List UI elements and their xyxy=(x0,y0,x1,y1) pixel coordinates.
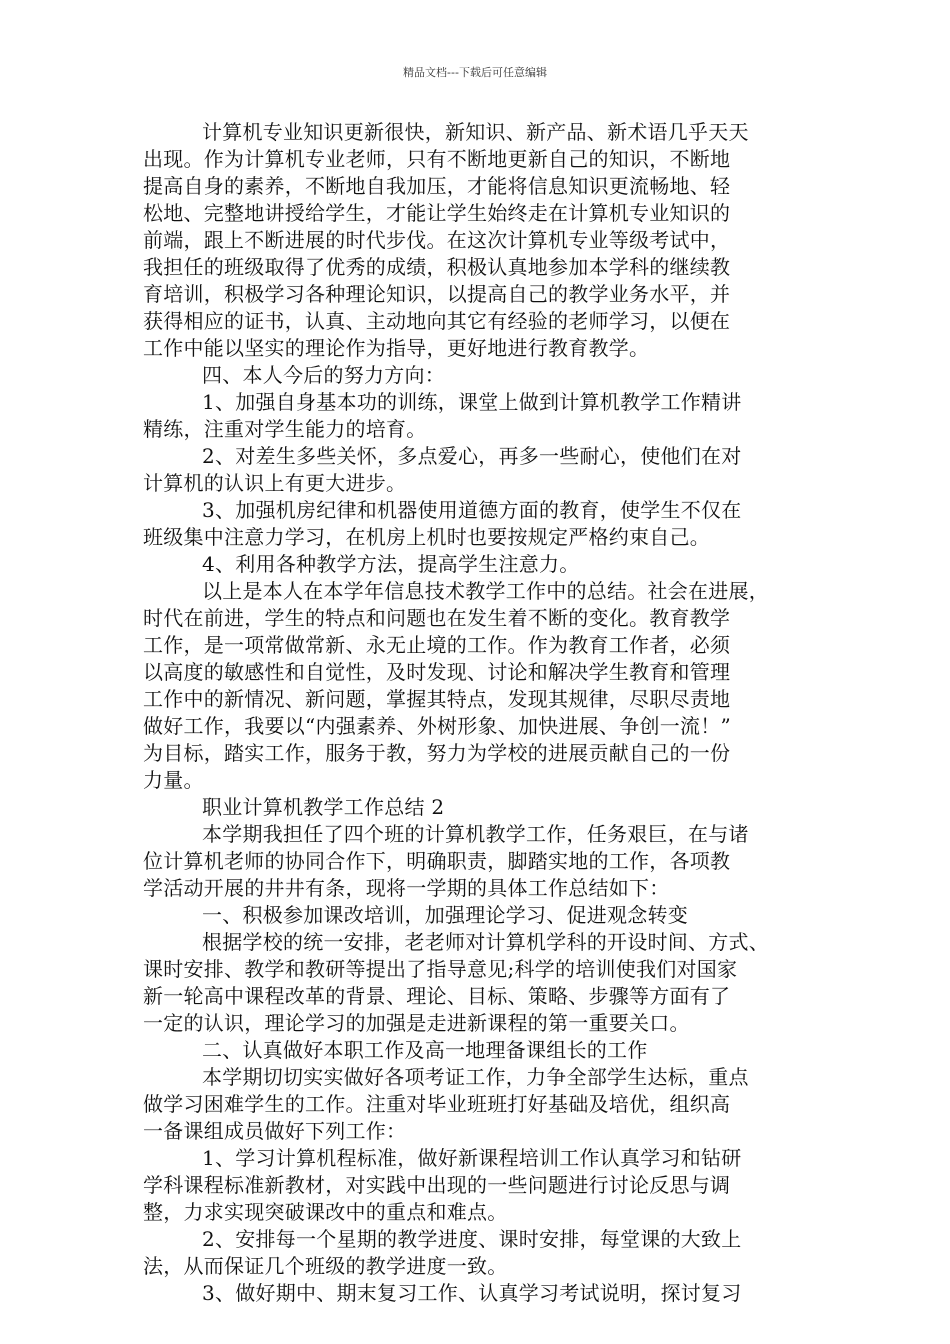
paragraph-first-line: 3、加强机房纪律和机器使用道德方面的教育，使学生不仅在 xyxy=(202,498,742,522)
paragraph-line: 我担任的班级取得了优秀的成绩，积极认真地参加本学科的继续教 xyxy=(143,255,731,279)
paragraph xyxy=(143,1145,809,1226)
paragraph-line: 力量。 xyxy=(143,768,204,792)
paragraph-line: 做好工作，我要以“内强素养、外树形象、加快进展、争创一流！” xyxy=(143,714,731,738)
paragraph-line: 出现。作为计算机专业老师，只有不断地更新自己的知识，不断地 xyxy=(143,147,731,171)
paragraph-line: 学活动开展的井井有条，现将一学期的具体工作总结如下： xyxy=(143,876,670,900)
paragraph-first-line: 以上是本人在本学年信息技术教学工作中的总结。社会在进展， xyxy=(202,579,769,603)
paragraph-line: 做学习困难学生的工作。注重对毕业班班打好基础及培优，组织高 xyxy=(143,1092,731,1116)
paragraph xyxy=(143,119,809,362)
paragraph xyxy=(143,362,809,389)
paragraph-first-line: 4、利用各种教学方法，提高学生注意力。 xyxy=(202,552,580,576)
paragraph-line: 松地、完整地讲授给学生，才能让学生始终走在计算机专业知识的 xyxy=(143,201,731,225)
page-header: 精品文档---下载后可任意编辑 xyxy=(403,66,547,79)
paragraph xyxy=(143,1280,809,1307)
paragraph-first-line: 计算机专业知识更新很快，新知识、新产品、新术语几乎天天 xyxy=(202,120,749,144)
paragraph-first-line: 1、加强自身基本功的训练，课堂上做到计算机教学工作精讲 xyxy=(202,390,742,414)
paragraph-line: 计算机的认识上有更大进步。 xyxy=(143,471,407,495)
paragraph xyxy=(143,1037,809,1064)
paragraph xyxy=(143,578,809,794)
paragraph xyxy=(143,821,809,902)
paragraph-line: 以高度的敏感性和自觉性，及时发现、讨论和解决学生教育和管理 xyxy=(143,660,731,684)
paragraph-first-line: 3、做好期中、期末复习工作、认真学习考试说明，探讨复习 xyxy=(202,1281,742,1305)
paragraph xyxy=(143,551,809,578)
paragraph-line: 时代在前进，学生的特点和问题也在发生着不断的变化。教育教学 xyxy=(143,606,731,630)
paragraph-first-line: 一、积极参加课改培训，加强理论学习、促进观念转变 xyxy=(202,903,688,927)
paragraph-line: 一定的认识，理论学习的加强是走进新课程的第一重要关口。 xyxy=(143,1011,690,1035)
paragraph xyxy=(143,389,809,443)
paragraph-line: 工作，是一项常做常新、永无止境的工作。作为教育工作者，必须 xyxy=(143,633,731,657)
paragraph xyxy=(143,497,809,551)
paragraph-first-line: 本学期我担任了四个班的计算机教学工作，任务艰巨，在与诸 xyxy=(202,822,749,846)
paragraph-line: 法，从而保证几个班级的教学进度一致。 xyxy=(143,1254,508,1278)
paragraph-line: 新一轮高中课程改革的背景、理论、目标、策略、步骤等方面有了 xyxy=(143,984,731,1008)
paragraph-line: 提高自身的素养，不断地自我加压，才能将信息知识更流畅地、轻 xyxy=(143,174,731,198)
paragraph xyxy=(143,794,809,821)
paragraph xyxy=(143,443,809,497)
paragraph-first-line: 本学期切切实实做好各项考证工作，力争全部学生达标，重点 xyxy=(202,1065,749,1089)
paragraph-first-line: 四、本人今后的努力方向： xyxy=(202,363,445,387)
paragraph-line: 精练，注重对学生能力的培育。 xyxy=(143,417,427,441)
paragraph xyxy=(143,902,809,929)
paragraph xyxy=(143,1064,809,1145)
paragraph-line: 一备课组成员做好下列工作： xyxy=(143,1119,407,1143)
paragraph-line: 整，力求实现突破课改中的重点和难点。 xyxy=(143,1200,508,1224)
paragraph-first-line: 根据学校的统一安排，老老师对计算机学科的开设时间、方式、 xyxy=(202,930,769,954)
paragraph-line: 位计算机老师的协同合作下，明确职责，脚踏实地的工作，各项教 xyxy=(143,849,731,873)
paragraph-first-line: 1、学习计算机程标准，做好新课程培训工作认真学习和钻研 xyxy=(202,1146,742,1170)
paragraph-line: 获得相应的证书，认真、主动地向其它有经验的老师学习，以便在 xyxy=(143,309,731,333)
paragraph xyxy=(143,929,809,1037)
paragraph-line: 工作中的新情况、新问题，掌握其特点，发现其规律，尽职尽责地 xyxy=(143,687,731,711)
paragraph-first-line: 二、认真做好本职工作及高一地理备课组长的工作 xyxy=(202,1038,648,1062)
paragraph-line: 学科课程标准新教材，对实践中出现的一些问题进行讨论反思与调 xyxy=(143,1173,731,1197)
paragraph-line: 工作中能以坚实的理论作为指导，更好地进行教育教学。 xyxy=(143,336,650,360)
paragraph-line: 班级集中注意力学习，在机房上机时也要按规定严格约束自己。 xyxy=(143,525,710,549)
paragraph-line: 课时安排、教学和教研等提出了指导意见;科学的培训使我们对国家 xyxy=(143,957,738,981)
paragraph xyxy=(143,1226,809,1280)
paragraph-first-line: 职业计算机教学工作总结 2 xyxy=(202,795,445,819)
paragraph-line: 为目标，踏实工作，服务于教，努力为学校的进展贡献自己的一份 xyxy=(143,741,731,765)
paragraph-first-line: 2、安排每一个星期的教学进度、课时安排，每堂课的大致上 xyxy=(202,1227,742,1251)
document-body xyxy=(143,119,809,1307)
paragraph-line: 前端，跟上不断进展的时代步伐。在这次计算机专业等级考试中， xyxy=(143,228,731,252)
paragraph-first-line: 2、对差生多些关怀，多点爱心，再多一些耐心，使他们在对 xyxy=(202,444,742,468)
paragraph-line: 育培训，积极学习各种理论知识，以提高自己的教学业务水平，并 xyxy=(143,282,731,306)
